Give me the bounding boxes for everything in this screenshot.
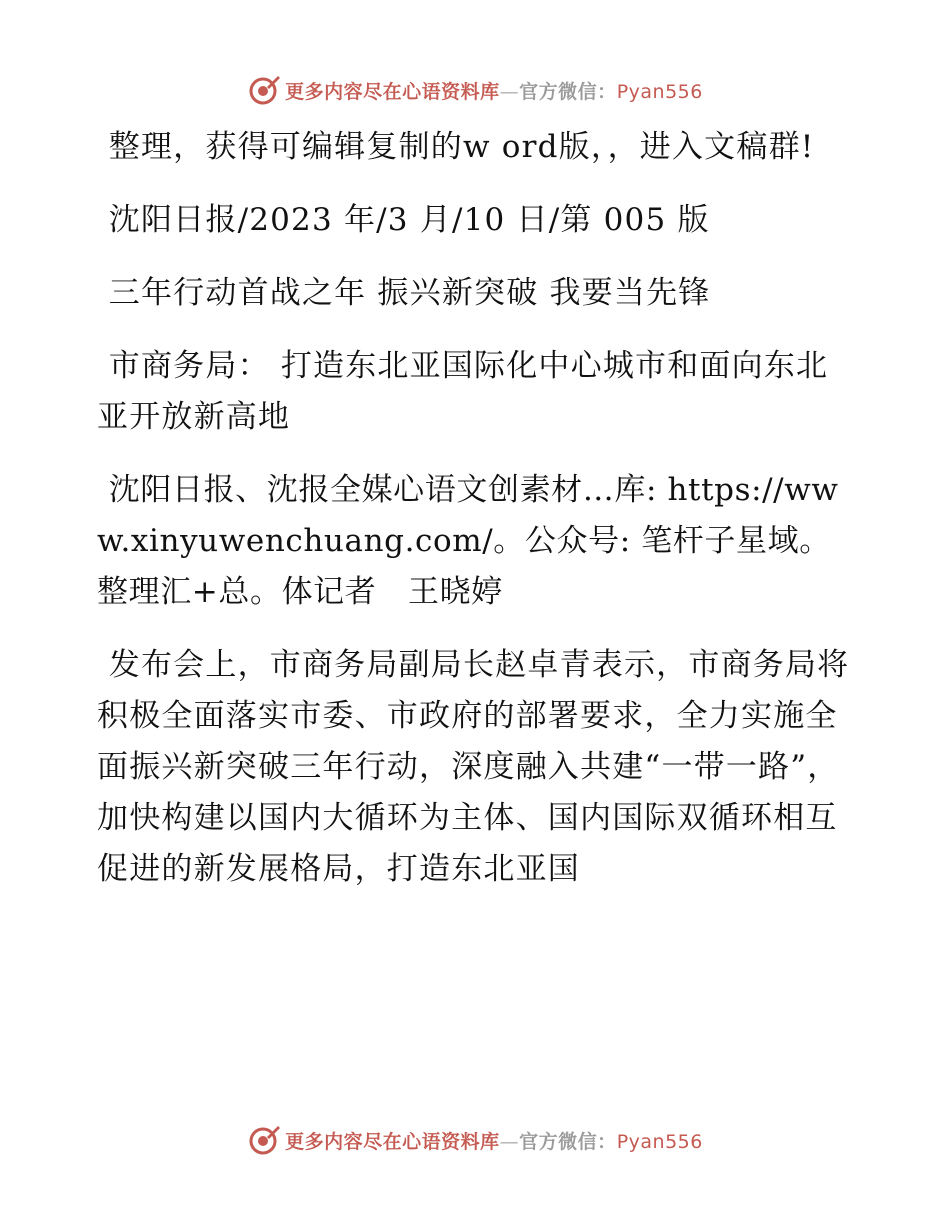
- header-dash: —: [499, 80, 520, 103]
- pen-logo-icon: [247, 73, 281, 107]
- subheadline: 市商务局： 打造东北亚国际化中心城市和面向东北亚开放新高地: [97, 348, 829, 435]
- header-banner-text: [285, 77, 703, 104]
- footer-brand: 更多内容尽在心语资料库: [285, 1130, 500, 1153]
- dateline: 沈阳日报/2023 年/3 月/10 日/第 005 版: [108, 202, 710, 238]
- header-brand: 更多内容尽在心语资料库: [285, 80, 500, 103]
- header-banner: [0, 70, 950, 110]
- footer-wechat-id: Pyan556: [616, 1130, 703, 1153]
- header-wechat-id: Pyan556: [616, 80, 703, 103]
- footer-banner: [0, 1120, 950, 1160]
- footer-dash: —: [499, 1130, 520, 1153]
- body-paragraph: 发布会上，市商务局副局长赵卓青表示，市商务局将积极全面落实市委、市政府的部署要求，全力实施全面振兴新突破三年行动，深度融入共建“一带一路”，加快构建以国内大循环为主体、国内国际双循环相互促进的新发展格局，打造东北亚国: [97, 647, 850, 887]
- headline: 三年行动首战之年 振兴新突破 我要当先锋: [108, 275, 711, 311]
- document-body: [97, 122, 857, 917]
- intro-paragraph: 整理，获得可编辑复制的w ord版，，进入文稿群!: [108, 129, 815, 165]
- pen-logo-icon: [247, 1123, 281, 1157]
- byline: 沈阳日报、沈报全媒心语文创素材…库: https://www.xinyuwenchuang.com/。公众号: 笔杆子星域。整理汇+总。体记者 王晓婷: [97, 472, 839, 610]
- header-official: 官方微信：: [519, 80, 617, 103]
- footer-banner-text: [285, 1127, 703, 1154]
- footer-official: 官方微信：: [519, 1130, 617, 1153]
